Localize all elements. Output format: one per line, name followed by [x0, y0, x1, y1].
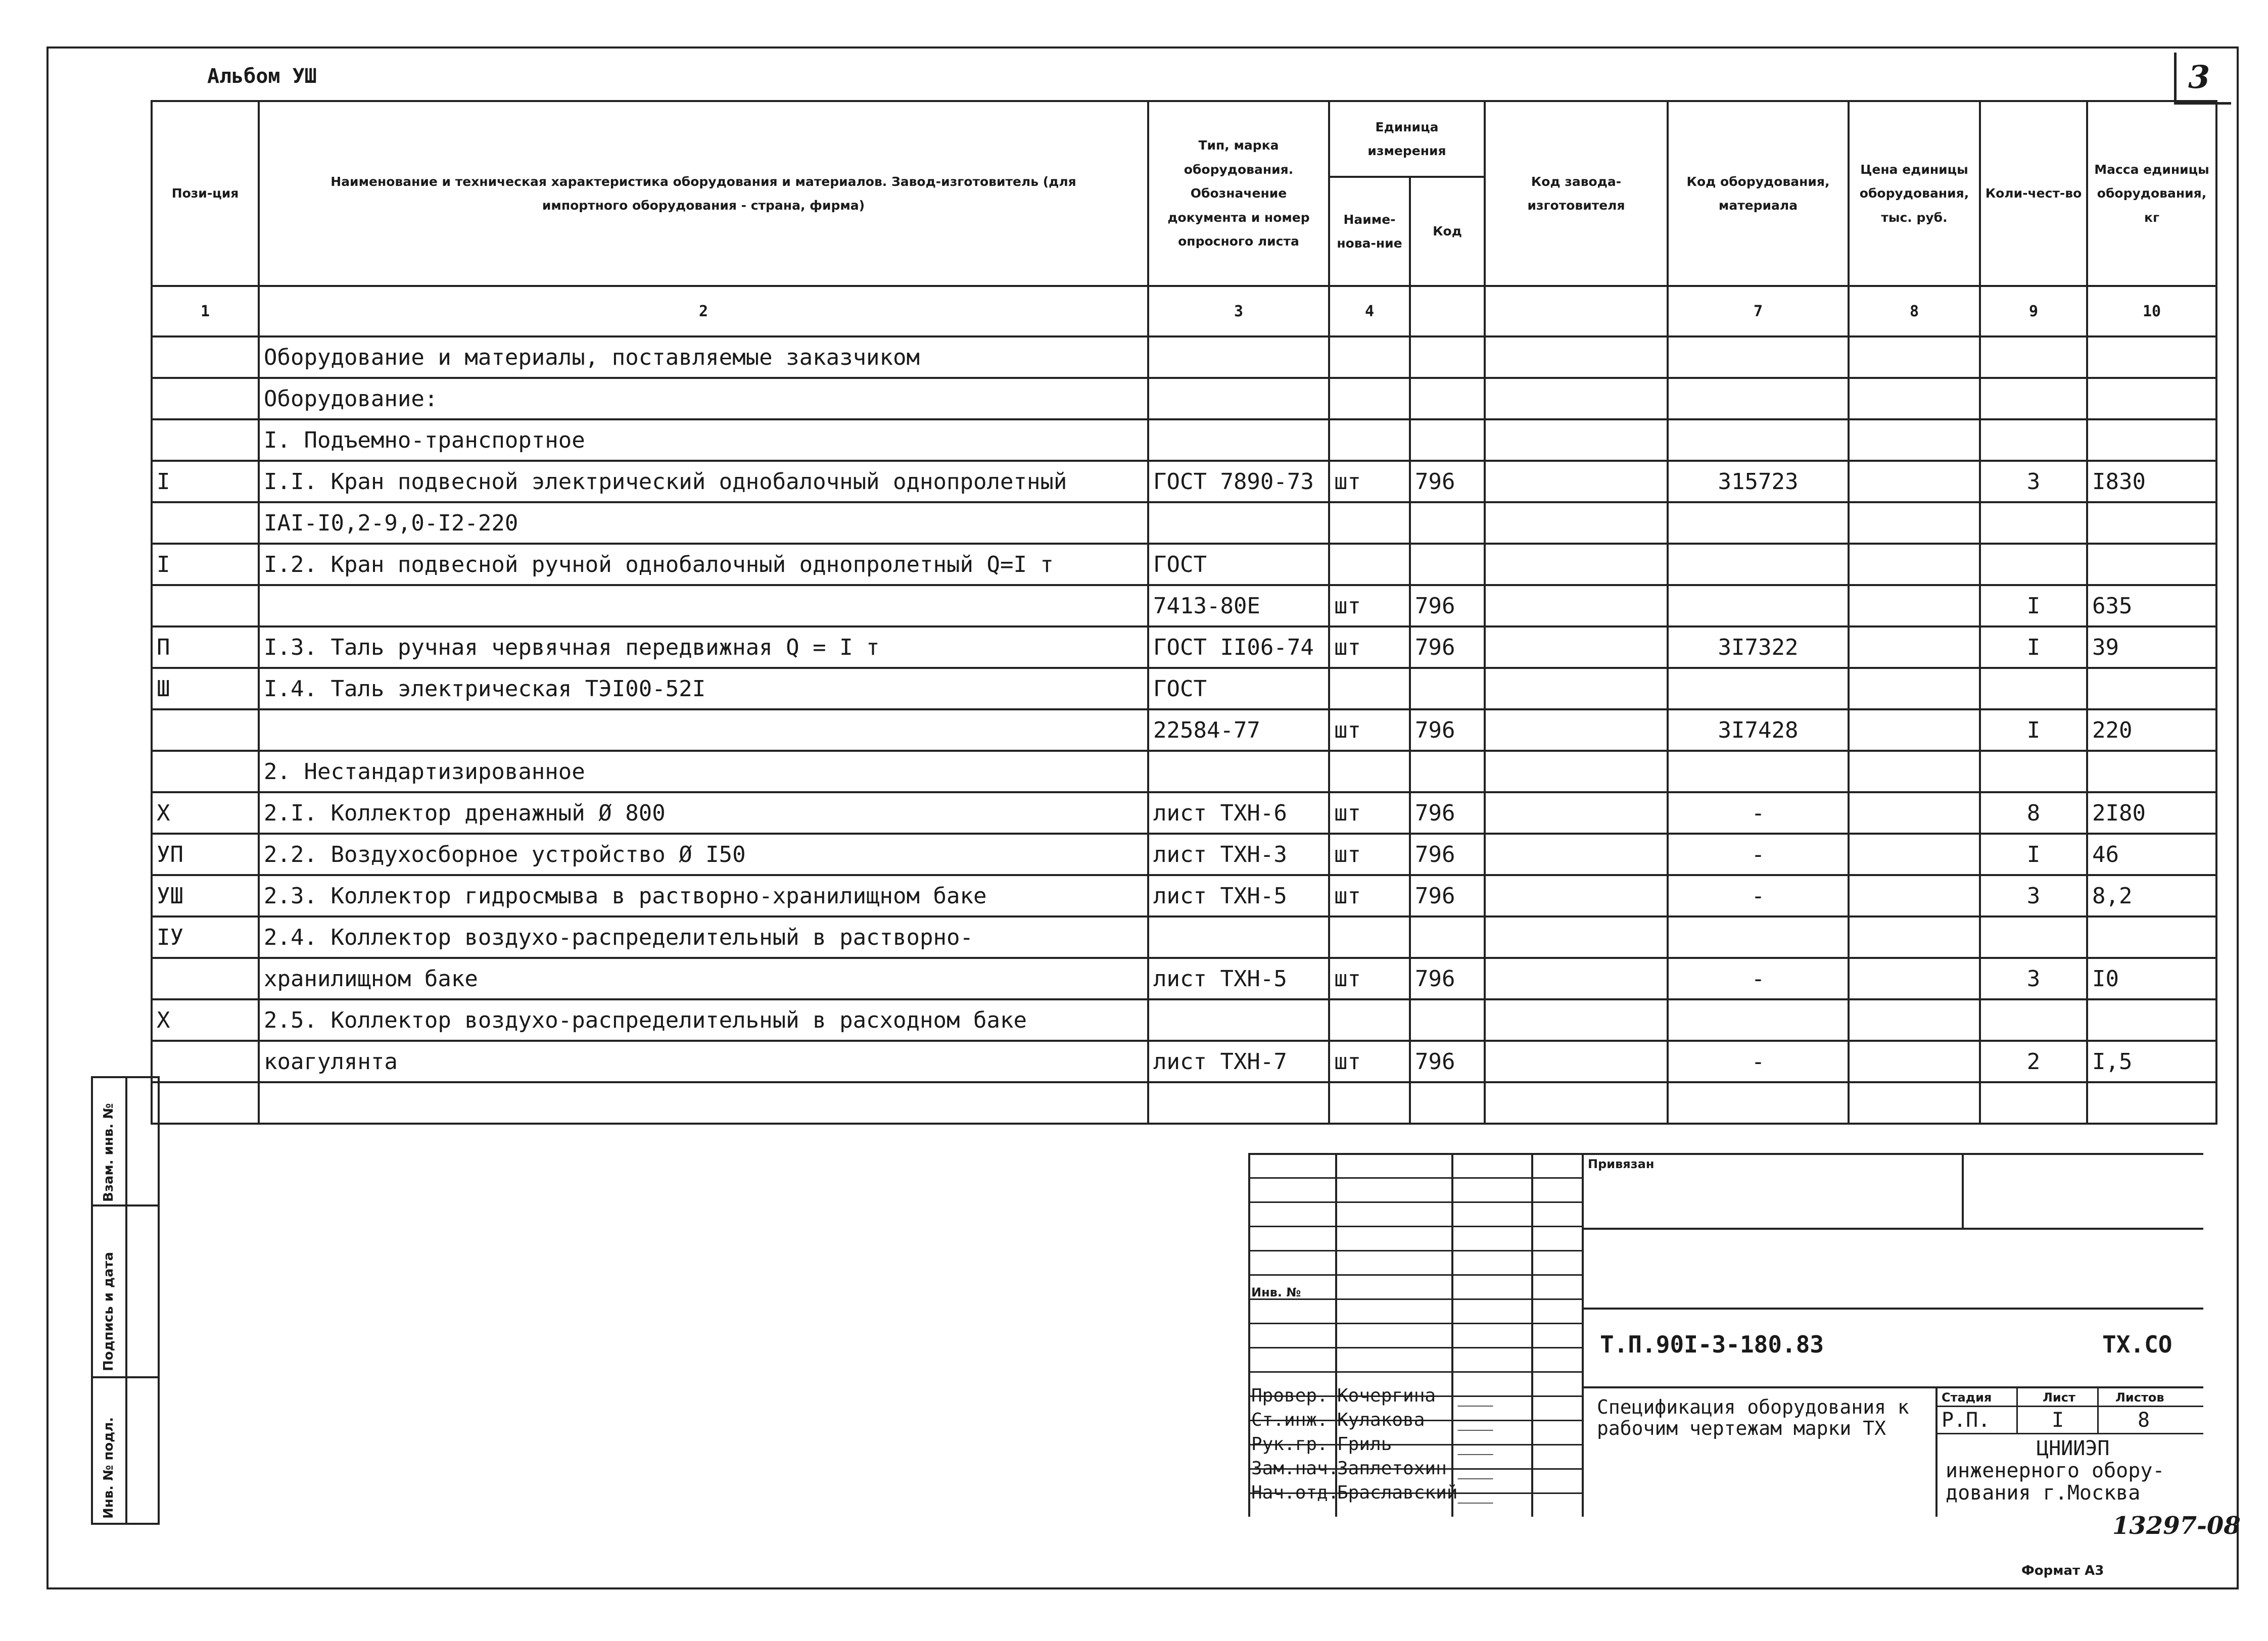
row-price	[1849, 916, 1980, 958]
row-plant-code	[1485, 544, 1668, 585]
column-number: 7	[1668, 286, 1849, 336]
row-price	[1849, 668, 1980, 709]
row-price	[1849, 1082, 1980, 1124]
row-mass	[2087, 751, 2216, 792]
row-quantity: 3	[1980, 875, 2087, 916]
row-type: ГОСТ	[1148, 668, 1329, 709]
row-position	[152, 585, 259, 626]
row-name: 2.5. Коллектор воздухо-распределительный в расходном баке	[259, 999, 1148, 1041]
row-quantity	[1980, 336, 2087, 378]
row-quantity: I	[1980, 626, 2087, 668]
row-equipment-code	[1668, 419, 1849, 461]
row-quantity: 8	[1980, 792, 2087, 834]
row-price	[1849, 1041, 1980, 1082]
row-plant-code	[1485, 792, 1668, 834]
row-price	[1849, 336, 1980, 378]
row-quantity: 3	[1980, 958, 2087, 999]
stage-label: Стадия	[1942, 1390, 1992, 1405]
sheets-label: Листов	[2115, 1390, 2164, 1405]
row-unit	[1329, 668, 1410, 709]
row-unit-code	[1410, 668, 1485, 709]
header-type: Тип, марка оборудования. Обозначение документа и номер опросного листа	[1148, 101, 1329, 286]
row-unit-code	[1410, 999, 1485, 1041]
row-name	[259, 709, 1148, 751]
row-name: Оборудование:	[259, 378, 1148, 419]
row-unit: шт	[1329, 792, 1410, 834]
header-price: Цена единицы оборудования, тыс. руб.	[1849, 101, 1980, 286]
table-row	[152, 668, 2216, 709]
table-row	[152, 626, 2216, 668]
row-mass: 8,2	[2087, 875, 2216, 916]
row-equipment-code: -	[1668, 875, 1849, 916]
row-unit: шт	[1329, 585, 1410, 626]
row-quantity	[1980, 544, 2087, 585]
table-row	[152, 958, 2216, 999]
row-mass: 2I80	[2087, 792, 2216, 834]
row-plant-code	[1485, 958, 1668, 999]
row-equipment-code	[1668, 916, 1849, 958]
signature-mark	[1457, 1463, 1499, 1479]
album-label: Альбом УШ	[207, 65, 317, 88]
row-plant-code	[1485, 1082, 1668, 1124]
row-equipment-code: -	[1668, 834, 1849, 875]
column-number	[1485, 286, 1668, 336]
row-position	[152, 751, 259, 792]
side-signature-strip	[91, 1076, 160, 1525]
row-unit	[1329, 916, 1410, 958]
row-type	[1148, 1082, 1329, 1124]
row-name: I.4. Таль электрическая ТЭI00-52I	[259, 668, 1148, 709]
row-unit: шт	[1329, 626, 1410, 668]
row-quantity: I	[1980, 709, 2087, 751]
row-quantity	[1980, 751, 2087, 792]
row-unit: шт	[1329, 875, 1410, 916]
document-title: Спецификация оборудования к рабочим чертежам марки ТХ	[1597, 1396, 1909, 1439]
table-row	[152, 502, 2216, 544]
row-price	[1849, 461, 1980, 502]
row-unit-code	[1410, 419, 1485, 461]
row-equipment-code	[1668, 1082, 1849, 1124]
row-price	[1849, 585, 1980, 626]
row-position: П	[152, 626, 259, 668]
header-unit-name: Наиме-нова-ние	[1329, 177, 1410, 286]
row-name: хранилищном баке	[259, 958, 1148, 999]
table-row	[152, 999, 2216, 1041]
column-number: 2	[259, 286, 1148, 336]
row-unit	[1329, 751, 1410, 792]
row-unit-code: 796	[1410, 875, 1485, 916]
row-type: 22584-77	[1148, 709, 1329, 751]
row-unit-code	[1410, 916, 1485, 958]
org-line: ЦНИИЭП	[2037, 1437, 2110, 1460]
row-type: ГОСТ II06-74	[1148, 626, 1329, 668]
row-plant-code	[1485, 419, 1668, 461]
row-plant-code	[1485, 336, 1668, 378]
table-row	[152, 834, 2216, 875]
table-row	[152, 378, 2216, 419]
signer-role: Нач.отд.	[1251, 1482, 1339, 1503]
signer-role: Рук.гр.	[1251, 1434, 1328, 1455]
row-plant-code	[1485, 709, 1668, 751]
table-row	[152, 585, 2216, 626]
row-price	[1849, 378, 1980, 419]
inventory-note: 13297-08	[2112, 1512, 2241, 1540]
row-plant-code	[1485, 585, 1668, 626]
row-unit-code: 796	[1410, 709, 1485, 751]
row-unit-code	[1410, 502, 1485, 544]
row-price	[1849, 502, 1980, 544]
table-row	[152, 336, 2216, 378]
row-position	[152, 709, 259, 751]
drawing-mark: ТХ.СО	[2102, 1331, 2172, 1358]
header-quantity: Коли-чест-во	[1980, 101, 2087, 286]
row-position: Х	[152, 792, 259, 834]
column-number: 3	[1148, 286, 1329, 336]
row-unit-code	[1410, 751, 1485, 792]
stage-value: Р.П.	[1942, 1409, 1991, 1432]
row-unit: шт	[1329, 834, 1410, 875]
row-mass	[2087, 378, 2216, 419]
row-unit-code: 796	[1410, 834, 1485, 875]
row-unit-code	[1410, 336, 1485, 378]
row-mass	[2087, 999, 2216, 1041]
side-label-replaced-inv: Взам. инв. №	[101, 1103, 116, 1202]
row-quantity	[1980, 668, 2087, 709]
column-number: 9	[1980, 286, 2087, 336]
row-name: коагулянта	[259, 1041, 1148, 1082]
tied-label: Привязан	[1588, 1157, 1655, 1171]
row-price	[1849, 792, 1980, 834]
row-quantity	[1980, 502, 2087, 544]
signature-mark	[1457, 1439, 1499, 1455]
row-type: лист ТХН-5	[1148, 958, 1329, 999]
row-unit	[1329, 999, 1410, 1041]
row-mass: 39	[2087, 626, 2216, 668]
row-plant-code	[1485, 916, 1668, 958]
signer-name: Кулакова	[1337, 1410, 1425, 1430]
row-price	[1849, 751, 1980, 792]
table-row	[152, 875, 2216, 916]
row-unit-code: 796	[1410, 958, 1485, 999]
row-equipment-code: 3I7428	[1668, 709, 1849, 751]
row-quantity: 2	[1980, 1041, 2087, 1082]
row-price	[1849, 709, 1980, 751]
row-type	[1148, 751, 1329, 792]
header-equipment-code: Код оборудования, материала	[1668, 101, 1849, 286]
row-unit: шт	[1329, 461, 1410, 502]
row-plant-code	[1485, 626, 1668, 668]
inv-label: Инв. №	[1251, 1285, 1301, 1299]
row-position	[152, 1041, 259, 1082]
row-mass	[2087, 668, 2216, 709]
table-row	[152, 916, 2216, 958]
row-mass	[2087, 419, 2216, 461]
row-quantity: I	[1980, 585, 2087, 626]
row-equipment-code	[1668, 378, 1849, 419]
row-equipment-code	[1668, 585, 1849, 626]
row-equipment-code	[1668, 336, 1849, 378]
row-name: IAI-I0,2-9,0-I2-220	[259, 502, 1148, 544]
row-position: УП	[152, 834, 259, 875]
table-row	[152, 419, 2216, 461]
row-equipment-code	[1668, 999, 1849, 1041]
row-name: I.I. Кран подвесной электрический однобалочный однопролетный	[259, 461, 1148, 502]
table-row	[152, 461, 2216, 502]
org-line: дования г.Москва	[1946, 1481, 2141, 1505]
row-quantity: I	[1980, 834, 2087, 875]
row-unit	[1329, 419, 1410, 461]
row-name: 2.3. Коллектор гидросмыва в растворно-хранилищном баке	[259, 875, 1148, 916]
row-unit-code: 796	[1410, 792, 1485, 834]
row-quantity	[1980, 378, 2087, 419]
row-name: 2.2. Воздухосборное устройство Ø I50	[259, 834, 1148, 875]
row-type: лист ТХН-5	[1148, 875, 1329, 916]
signer-name: Браславский	[1337, 1482, 1458, 1503]
row-name: I.2. Кран подвесной ручной однобалочный однопролетный Q=I т	[259, 544, 1148, 585]
row-position	[152, 336, 259, 378]
row-type	[1148, 999, 1329, 1041]
row-position	[152, 419, 259, 461]
row-type	[1148, 916, 1329, 958]
row-unit: шт	[1329, 958, 1410, 999]
row-price	[1849, 626, 1980, 668]
format-label: Формат А3	[2021, 1563, 2104, 1578]
side-label-original-inv: Инв. № подл.	[101, 1417, 116, 1519]
row-equipment-code: -	[1668, 792, 1849, 834]
row-type	[1148, 419, 1329, 461]
signer-role: Ст.инж.	[1251, 1410, 1328, 1430]
row-type: ГОСТ 7890-73	[1148, 461, 1329, 502]
row-unit-code	[1410, 1082, 1485, 1124]
column-number	[1410, 286, 1485, 336]
row-position: Ш	[152, 668, 259, 709]
row-quantity	[1980, 999, 2087, 1041]
row-position	[152, 1082, 259, 1124]
row-unit	[1329, 378, 1410, 419]
row-unit-code: 796	[1410, 626, 1485, 668]
signer-role: Зам.нач.	[1251, 1458, 1339, 1479]
header-name: Наименование и техническая характеристика оборудования и материалов. Завод-изготовитель (для импортного оборудования - страна, фирма)	[259, 101, 1148, 286]
row-quantity	[1980, 916, 2087, 958]
row-mass: 635	[2087, 585, 2216, 626]
row-unit: шт	[1329, 1041, 1410, 1082]
row-name: 2.I. Коллектор дренажный Ø 800	[259, 792, 1148, 834]
row-position: IУ	[152, 916, 259, 958]
row-mass	[2087, 336, 2216, 378]
row-plant-code	[1485, 502, 1668, 544]
row-position	[152, 502, 259, 544]
row-price	[1849, 544, 1980, 585]
specification-rows	[152, 336, 2216, 1124]
table-row	[152, 544, 2216, 585]
row-price	[1849, 419, 1980, 461]
signer-name: Кочергина	[1337, 1385, 1436, 1406]
row-unit-code: 796	[1410, 585, 1485, 626]
sheets-value: 8	[2138, 1409, 2150, 1432]
row-name: Оборудование и материалы, поставляемые заказчиком	[259, 336, 1148, 378]
row-position	[152, 958, 259, 999]
row-mass	[2087, 502, 2216, 544]
row-plant-code	[1485, 461, 1668, 502]
row-type: лист ТХН-3	[1148, 834, 1329, 875]
side-label-signature-date: Подпись и дата	[101, 1251, 116, 1371]
row-type	[1148, 336, 1329, 378]
row-name	[259, 585, 1148, 626]
document-code: Т.П.90I-3-180.83	[1600, 1331, 1824, 1358]
row-price	[1849, 999, 1980, 1041]
row-position	[152, 378, 259, 419]
column-number: 4	[1329, 286, 1410, 336]
row-type: лист ТХН-6	[1148, 792, 1329, 834]
row-quantity	[1980, 419, 2087, 461]
signer-role: Провер.	[1251, 1385, 1328, 1406]
row-price	[1849, 834, 1980, 875]
row-equipment-code	[1668, 668, 1849, 709]
row-equipment-code: 3I7322	[1668, 626, 1849, 668]
title-block	[1248, 1153, 2203, 1517]
table-row	[152, 1041, 2216, 1082]
row-mass: 220	[2087, 709, 2216, 751]
row-plant-code	[1485, 834, 1668, 875]
row-name	[259, 1082, 1148, 1124]
row-equipment-code: -	[1668, 958, 1849, 999]
row-unit	[1329, 502, 1410, 544]
row-mass	[2087, 544, 2216, 585]
sheet-number: 3	[2188, 59, 2210, 95]
table-row	[152, 792, 2216, 834]
row-type	[1148, 378, 1329, 419]
row-equipment-code	[1668, 544, 1849, 585]
row-unit	[1329, 336, 1410, 378]
row-name: I. Подъемно-транспортное	[259, 419, 1148, 461]
row-mass	[2087, 1082, 2216, 1124]
row-plant-code	[1485, 378, 1668, 419]
row-plant-code	[1485, 751, 1668, 792]
row-mass: 46	[2087, 834, 2216, 875]
row-mass: I,5	[2087, 1041, 2216, 1082]
row-position: Х	[152, 999, 259, 1041]
header-unit-group: Единица измерения	[1329, 101, 1485, 177]
row-unit-code	[1410, 378, 1485, 419]
row-plant-code	[1485, 668, 1668, 709]
row-equipment-code: 315723	[1668, 461, 1849, 502]
row-unit	[1329, 544, 1410, 585]
row-unit: шт	[1329, 709, 1410, 751]
header-plant-code: Код завода-изготовителя	[1485, 101, 1668, 286]
signer-name: Гриль	[1337, 1434, 1392, 1455]
specification-table	[151, 100, 2217, 1125]
row-plant-code	[1485, 1041, 1668, 1082]
row-name: 2.4. Коллектор воздухо-распределительный в растворно-	[259, 916, 1148, 958]
row-price	[1849, 958, 1980, 999]
signer-name: Заплетохин	[1337, 1458, 1447, 1479]
row-mass: I830	[2087, 461, 2216, 502]
header-position: Пози-ция	[152, 101, 259, 286]
row-type	[1148, 502, 1329, 544]
row-unit-code: 796	[1410, 461, 1485, 502]
row-mass: I0	[2087, 958, 2216, 999]
sheet-value: I	[2052, 1409, 2064, 1432]
row-type: лист ТХН-7	[1148, 1041, 1329, 1082]
row-mass	[2087, 916, 2216, 958]
row-position: I	[152, 461, 259, 502]
row-name: I.3. Таль ручная червячная передвижная Q = I т	[259, 626, 1148, 668]
row-position: УШ	[152, 875, 259, 916]
row-equipment-code: -	[1668, 1041, 1849, 1082]
column-number: 8	[1849, 286, 1980, 336]
column-number: 10	[2087, 286, 2216, 336]
signature-mark	[1457, 1487, 1499, 1504]
row-price	[1849, 875, 1980, 916]
row-unit	[1329, 1082, 1410, 1124]
column-number: 1	[152, 286, 259, 336]
row-name: 2. Нестандартизированное	[259, 751, 1148, 792]
signature-mark	[1457, 1390, 1499, 1407]
row-quantity	[1980, 1082, 2087, 1124]
row-quantity: 3	[1980, 461, 2087, 502]
row-plant-code	[1485, 999, 1668, 1041]
table-row	[152, 751, 2216, 792]
sheet-label: Лист	[2043, 1390, 2075, 1405]
header-unit-code: Код	[1410, 177, 1485, 286]
table-row	[152, 1082, 2216, 1124]
row-plant-code	[1485, 875, 1668, 916]
row-unit-code: 796	[1410, 1041, 1485, 1082]
row-equipment-code	[1668, 751, 1849, 792]
table-row	[152, 709, 2216, 751]
row-unit-code	[1410, 544, 1485, 585]
signature-mark	[1457, 1415, 1499, 1431]
row-type: 7413-80Е	[1148, 585, 1329, 626]
row-type: ГОСТ	[1148, 544, 1329, 585]
row-position: I	[152, 544, 259, 585]
row-equipment-code	[1668, 502, 1849, 544]
header-mass: Масса единицы оборудования, кг	[2087, 101, 2216, 286]
org-line: инженерного обору-	[1946, 1459, 2165, 1482]
